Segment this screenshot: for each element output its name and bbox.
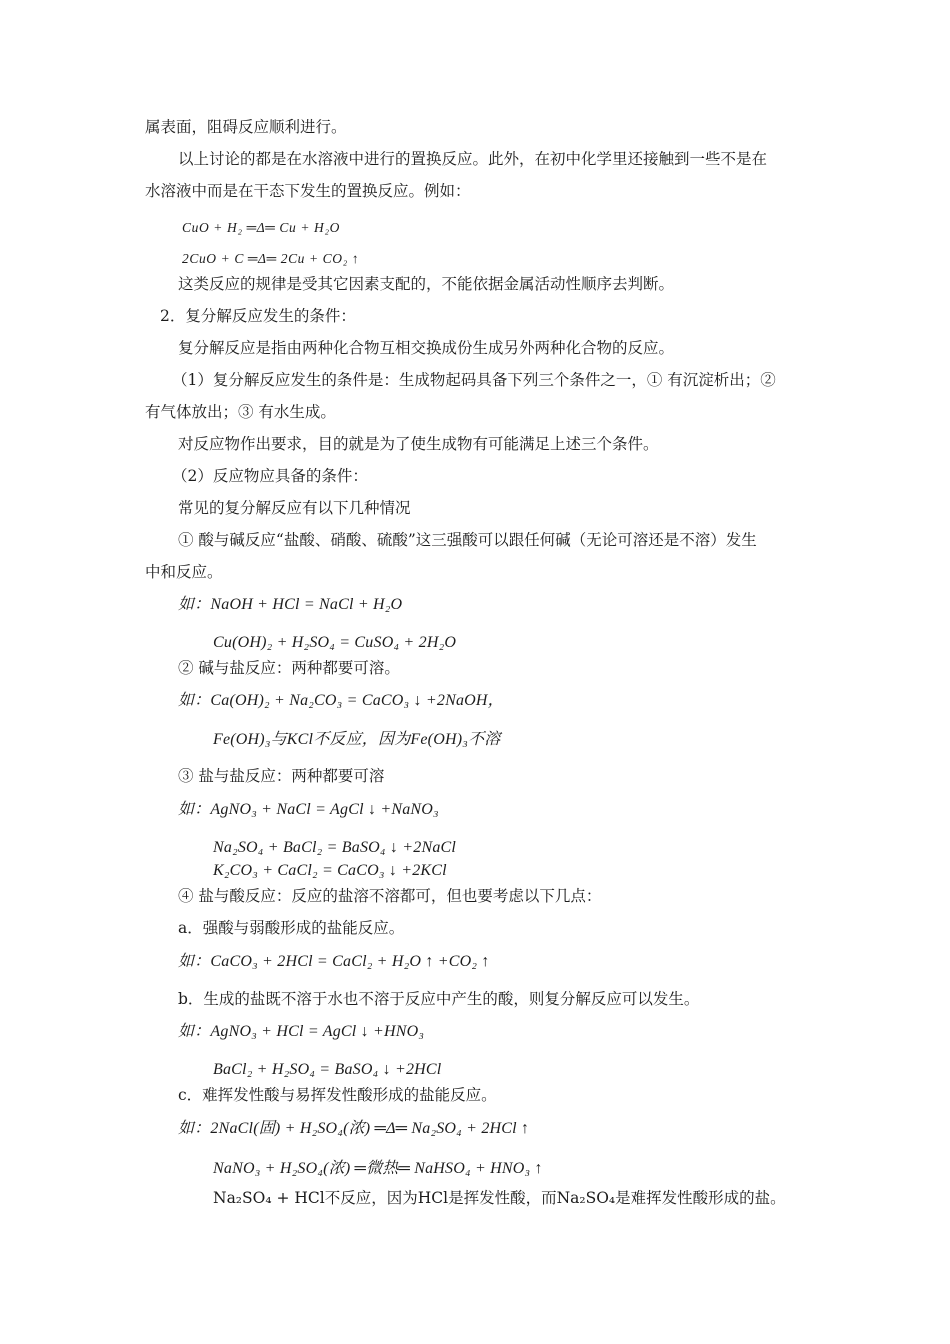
section-heading: 2．复分解反应发生的条件：: [160, 307, 356, 325]
paragraph-line: ① 酸与碱反应“盐酸、硝酸、硫酸”这三强酸可以跟任何碱（无论可溶还是不溶）发生: [178, 531, 757, 549]
equation: Fe(OH)₃与KCl不反应，因为Fe(OH)₃不溶: [213, 731, 501, 748]
paragraph-line: 这类反应的规律是受其它因素支配的，不能依据金属活动性顺序去判断。: [178, 275, 675, 293]
paragraph-line: 属表面，阻碍反应顺利进行。: [145, 118, 347, 136]
paragraph-line: 中和反应。: [145, 563, 223, 581]
paragraph-line: b．生成的盐既不溶于水也不溶于反应中产生的酸，则复分解反应可以发生。: [178, 990, 700, 1008]
paragraph-line: c．难挥发性酸与易挥发性酸形成的盐能反应。: [178, 1086, 497, 1104]
equation: 如：AgNO₃ + NaCl = AgCl ↓ +NaNO₃: [178, 801, 439, 818]
equation: NaNO₃ + H₂SO₄(浓) ═微热═ NaHSO₄ + HNO₃ ↑: [213, 1160, 543, 1177]
paragraph-line: a．强酸与弱酸形成的盐能反应。: [178, 919, 405, 937]
paragraph-line: 常见的复分解反应有以下几种情况: [178, 499, 411, 517]
paragraph-line: 有气体放出；③ 有水生成。: [145, 403, 336, 421]
paragraph-line: ② 碱与盐反应：两种都要可溶。: [178, 659, 400, 677]
equation: CuO + H₂ ═Δ═ Cu + H₂O: [182, 220, 341, 235]
equation: 如：AgNO₃ + HCl = AgCl ↓ +HNO₃: [178, 1023, 425, 1040]
equation: 如：2NaCl(固) + H₂SO₄(浓) ═Δ═ Na₂SO₄ + 2HCl ↑: [178, 1120, 530, 1137]
equation: 如：CaCO₃ + 2HCl = CaCl₂ + H₂O ↑ +CO₂ ↑: [178, 953, 490, 970]
equation: BaCl₂ + H₂SO₄ = BaSO₄ ↓ +2HCl: [213, 1061, 442, 1078]
equation: Cu(OH)₂ + H₂SO₄ = CuSO₄ + 2H₂O: [213, 634, 457, 651]
equation: 2CuO + C ═Δ═ 2Cu + CO₂ ↑: [182, 251, 360, 266]
equation: 如：Ca(OH)₂ + Na₂CO₃ = CaCO₃ ↓ +2NaOH，: [178, 692, 504, 709]
paragraph-line: 对反应物作出要求，目的就是为了使生成物有可能满足上述三个条件。: [178, 435, 659, 453]
paragraph-line: ③ 盐与盐反应：两种都要可溶: [178, 767, 385, 785]
equation: 如：NaOH + HCl = NaCl + H₂O: [178, 596, 403, 613]
paragraph-line: （2）反应物应具备的条件：: [172, 467, 368, 485]
paragraph-line: 水溶液中而是在干态下发生的置换反应。例如：: [145, 182, 471, 200]
equation: K₂CO₃ + CaCl₂ = CaCO₃ ↓ +2KCl: [213, 862, 447, 879]
paragraph-line: ④ 盐与酸反应：反应的盐溶不溶都可，但也要考虑以下几点：: [178, 887, 602, 905]
paragraph-line: （1）复分解反应发生的条件是：生成物起码具备下列三个条件之一，① 有沉淀析出；②: [172, 371, 776, 389]
paragraph-line: 复分解反应是指由两种化合物互相交换成份生成另外两种化合物的反应。: [178, 339, 675, 357]
equation: Na₂SO₄ + BaCl₂ = BaSO₄ ↓ +2NaCl: [213, 839, 457, 856]
paragraph-line: 以上讨论的都是在水溶液中进行的置换反应。此外，在初中化学里还接触到一些不是在: [178, 150, 768, 168]
paragraph-line: Na₂SO₄ + HCl不反应，因为HCl是挥发性酸，而Na₂SO₄是难挥发性酸形成的盐。: [213, 1189, 786, 1207]
